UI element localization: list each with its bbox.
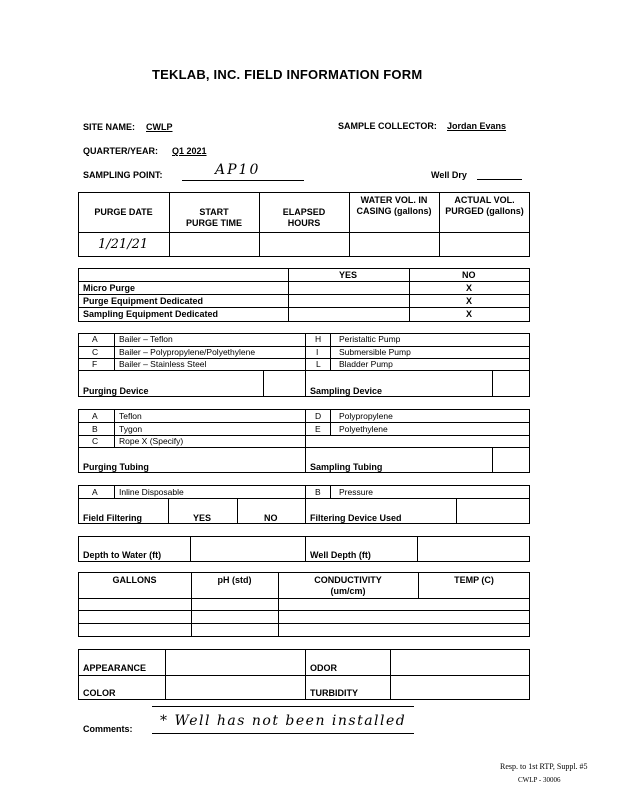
device-bailer-teflon: Bailer – Teflon xyxy=(119,334,173,344)
tubing-code-a: A xyxy=(92,411,98,421)
device-code-h: H xyxy=(315,334,322,344)
comments-underline xyxy=(152,733,414,734)
odor-label: ODOR xyxy=(310,663,337,673)
comments-top-line xyxy=(152,706,414,707)
water-vol-header: WATER VOL. IN CASING (gallons) xyxy=(356,195,432,216)
gallons-header: GALLONS xyxy=(112,575,157,585)
purge-equipment-label: Purge Equipment Dedicated xyxy=(83,296,204,306)
well-depth-label: Well Depth (ft) xyxy=(310,550,371,560)
sampling-point-label: SAMPLING POINT: xyxy=(83,170,163,180)
device-bailer-steel: Bailer – Stainless Steel xyxy=(119,359,207,369)
device-code-l: L xyxy=(316,359,321,369)
well-dry-underline[interactable] xyxy=(477,179,522,180)
footer-doc-number: CWLP - 30006 xyxy=(518,776,561,784)
conductivity-header: CONDUCTIVITY (um/cm) xyxy=(314,575,382,596)
tubing-code-b: B xyxy=(92,424,98,434)
micro-purge-label: Micro Purge xyxy=(83,283,136,293)
purge-equipment-no-mark[interactable]: X xyxy=(466,296,473,306)
site-name-value[interactable]: CWLP xyxy=(146,122,173,132)
field-filtering-no[interactable]: NO xyxy=(264,513,278,523)
tubing-polypropylene: Polypropylene xyxy=(339,411,393,421)
site-name-label: SITE NAME: xyxy=(83,122,136,132)
device-code-a: A xyxy=(92,334,98,344)
comments-label: Comments: xyxy=(83,724,133,734)
device-submersible-pump: Submersible Pump xyxy=(339,347,411,357)
filter-pressure: Pressure xyxy=(339,487,374,497)
sampling-device-label: Sampling Device xyxy=(310,386,383,396)
purging-device-label: Purging Device xyxy=(83,386,149,396)
tubing-teflon: Teflon xyxy=(119,411,142,421)
device-code-f: F xyxy=(92,359,98,369)
tubing-code-d: D xyxy=(315,411,322,421)
tubing-tygon: Tygon xyxy=(119,424,143,434)
purge-date-header: PURGE DATE xyxy=(94,207,153,217)
color-label: COLOR xyxy=(83,688,116,698)
sample-collector-value[interactable]: Jordan Evans xyxy=(447,121,507,131)
filter-code-b: B xyxy=(315,487,321,497)
device-bailer-poly: Bailer – Polypropylene/Polyethylene xyxy=(119,347,256,357)
comments-value[interactable]: * Well has not been installed xyxy=(160,713,407,729)
footer-response-note: Resp. to 1st RTP, Suppl. #5 xyxy=(500,762,588,771)
quarter-year-label: QUARTER/YEAR: xyxy=(83,146,159,156)
filtering-device-label: Filtering Device Used xyxy=(310,513,402,523)
no-column-header: NO xyxy=(462,270,476,280)
tubing-code-e: E xyxy=(315,424,321,434)
micro-purge-no-mark[interactable]: X xyxy=(466,283,473,293)
field-filtering-yes[interactable]: YES xyxy=(193,513,212,523)
sample-collector-label: SAMPLE COLLECTOR: xyxy=(338,121,437,131)
turbidity-label: TURBIDITY xyxy=(310,688,358,698)
elapsed-hours-header: ELAPSED HOURS xyxy=(282,207,326,228)
quarter-year-value[interactable]: Q1 2021 xyxy=(172,146,207,156)
form-title: TEKLAB, INC. FIELD INFORMATION FORM xyxy=(152,67,423,82)
tubing-rope: Rope X (Specify) xyxy=(119,436,184,446)
sampling-equipment-label: Sampling Equipment Dedicated xyxy=(83,309,219,319)
sampling-point-underline xyxy=(182,180,304,181)
depth-to-water-label: Depth to Water (ft) xyxy=(83,550,162,560)
device-peristaltic-pump: Peristaltic Pump xyxy=(339,334,401,344)
sampling-equipment-no-mark[interactable]: X xyxy=(466,309,473,319)
device-bladder-pump: Bladder Pump xyxy=(339,359,393,369)
start-purge-time-header: START PURGE TIME xyxy=(185,207,242,228)
filter-inline-disposable: Inline Disposable xyxy=(119,487,184,497)
device-code-i: I xyxy=(316,347,319,357)
appearance-label: APPEARANCE xyxy=(83,663,147,673)
well-dry-label: Well Dry xyxy=(431,170,467,180)
temp-header: TEMP (C) xyxy=(454,575,494,585)
ph-header: pH (std) xyxy=(217,575,252,585)
tubing-code-c: C xyxy=(92,436,99,446)
sampling-point-value[interactable]: AP10 xyxy=(215,162,261,178)
field-filtering-label: Field Filtering xyxy=(83,513,143,523)
actual-vol-header: ACTUAL VOL. PURGED (gallons) xyxy=(445,195,524,216)
purging-tubing-label: Purging Tubing xyxy=(83,462,149,472)
sampling-tubing-label: Sampling Tubing xyxy=(310,462,383,472)
filter-code-a: A xyxy=(92,487,98,497)
device-code-c: C xyxy=(92,347,99,357)
purge-date-value[interactable]: 1/21/21 xyxy=(98,237,149,252)
yes-column-header: YES xyxy=(339,270,358,280)
tubing-polyethylene: Polyethylene xyxy=(339,424,388,434)
